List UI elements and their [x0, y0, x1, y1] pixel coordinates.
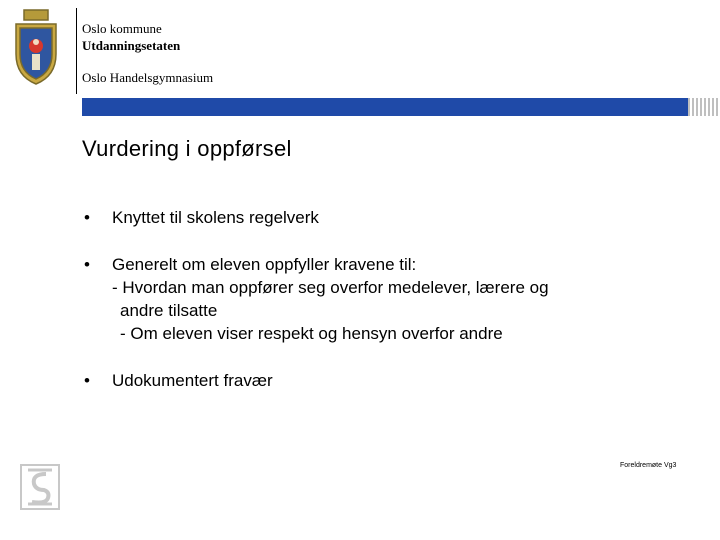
- bullet-item: [84, 253, 684, 345]
- oslo-coat-of-arms-icon: [10, 8, 62, 88]
- organization-block: [82, 20, 180, 54]
- bullet-subline: andre tilsatte: [120, 301, 218, 320]
- header-bar: [82, 98, 688, 116]
- bullet-subline: - Om eleven viser respekt og hensyn overfor andre: [120, 324, 503, 343]
- oslo-kommune-logo-icon: [20, 464, 60, 510]
- bullet-subline: - Hvordan man oppfører seg overfor medelever, lærere og: [112, 278, 549, 297]
- slide-title: Vurdering i oppførsel: [82, 136, 292, 161]
- footer-text: Foreldremøte Vg3: [620, 462, 677, 469]
- agency-name: Utdanningsetaten: [82, 38, 181, 53]
- bullet-item: [84, 369, 684, 392]
- bullet-list: [84, 206, 684, 416]
- bullet-dot-icon: •: [84, 371, 90, 390]
- bullet-text: Udokumentert fravær: [112, 371, 273, 390]
- header-divider: [76, 8, 77, 94]
- bullet-text: Knyttet til skolens regelverk: [112, 208, 319, 227]
- bullet-item: [84, 206, 684, 229]
- bullet-dot-icon: •: [84, 255, 90, 274]
- org-name: Oslo kommune: [82, 21, 162, 36]
- bullet-dot-icon: •: [84, 208, 90, 227]
- header-bar-stripes: [688, 98, 720, 116]
- school-name: Oslo Handelsgymnasium: [82, 70, 214, 85]
- bullet-text: Generelt om eleven oppfyller kravene til:: [112, 255, 417, 274]
